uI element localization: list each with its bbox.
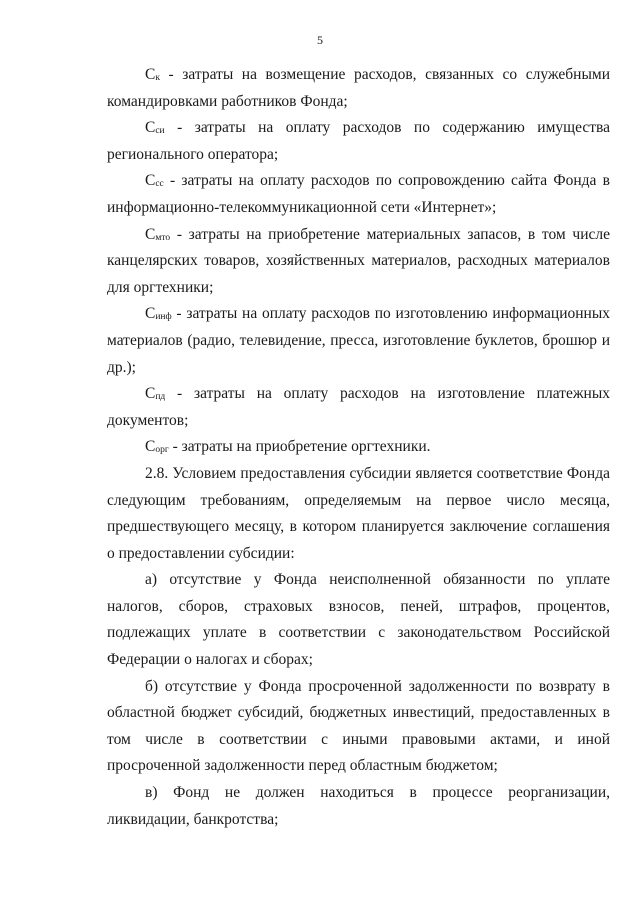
paragraph-item-v: в) Фонд не должен находиться в процессе реорганизации, ликвидации, банкротства;	[107, 784, 610, 828]
paragraph-cost-k	[107, 62, 610, 115]
cost-symbol: $С_{пд}$	[145, 385, 166, 403]
paragraph-2-8: 2.8. Условием предоставления субсидии является соответствие Фонда следующим требованиям, определяемым на первое число месяца, предшествующего месяцу, в котором планируется заключение соглашения о предоставлении субсидии:	[107, 464, 610, 562]
paragraph-cost-org	[107, 434, 610, 461]
paragraph-text: - затраты на приобретение оргтехники.	[168, 438, 431, 456]
paragraph-text: - затраты на оплату расходов на изготовление платежных документов;	[107, 385, 610, 429]
paragraph-item-b: б) отсутствие у Фонда просроченной задолженности по возврату в областной бюджет субсидий, бюджетных инвестиций, предоставленных в том числе в соответствии с иными правовыми актами, и иной просроченной задолженности перед областным бюджетом;	[107, 677, 610, 775]
cost-symbol: $С_{сс}$	[145, 172, 164, 190]
paragraph-cost-mto	[107, 222, 610, 302]
page-number: 5	[317, 33, 323, 47]
paragraph-cost-pd	[107, 381, 610, 434]
paragraph-cost-inf	[107, 301, 610, 381]
paragraph-text: - затраты на оплату расходов по содержанию имущества регионального оператора;	[107, 119, 610, 163]
paragraph-text: - затраты на возмещение расходов, связанных со служебными командировками работников Фонда;	[107, 66, 610, 110]
paragraph-item-a: а) отсутствие у Фонда неисполненной обязанности по уплате налогов, сборов, страховых взносов, пеней, штрафов, процентов, подлежащих уплате в соответствии с законодательством Российской Федерации о налогах и сборах;	[107, 571, 610, 669]
cost-symbol: $С_{мто}$	[145, 225, 171, 243]
cost-symbol: $С_{си}$	[145, 119, 165, 137]
paragraph-cost-si	[107, 115, 610, 168]
document-body	[107, 62, 610, 833]
cost-symbol: $С_к$	[145, 66, 160, 83]
cost-symbol: $С_{инф}$	[145, 305, 172, 323]
paragraph-text: - затраты на оплату расходов по изготовлению информационных материалов (радио, телевидение, пресса, изготовление буклетов, брошюр и др.);	[107, 305, 610, 376]
paragraph-text: - затраты на оплату расходов по сопровождению сайта Фонда в информационно-телекоммуникационной сети «Интернет»;	[107, 172, 610, 216]
paragraph-text: - затраты на приобретение материальных запасов, в том числе канцелярских товаров, хозяйственных материалов, расходных материалов для оргтехники;	[107, 225, 610, 296]
paragraph-cost-ss	[107, 168, 610, 221]
cost-symbol: $С_{орг}$	[145, 438, 169, 456]
